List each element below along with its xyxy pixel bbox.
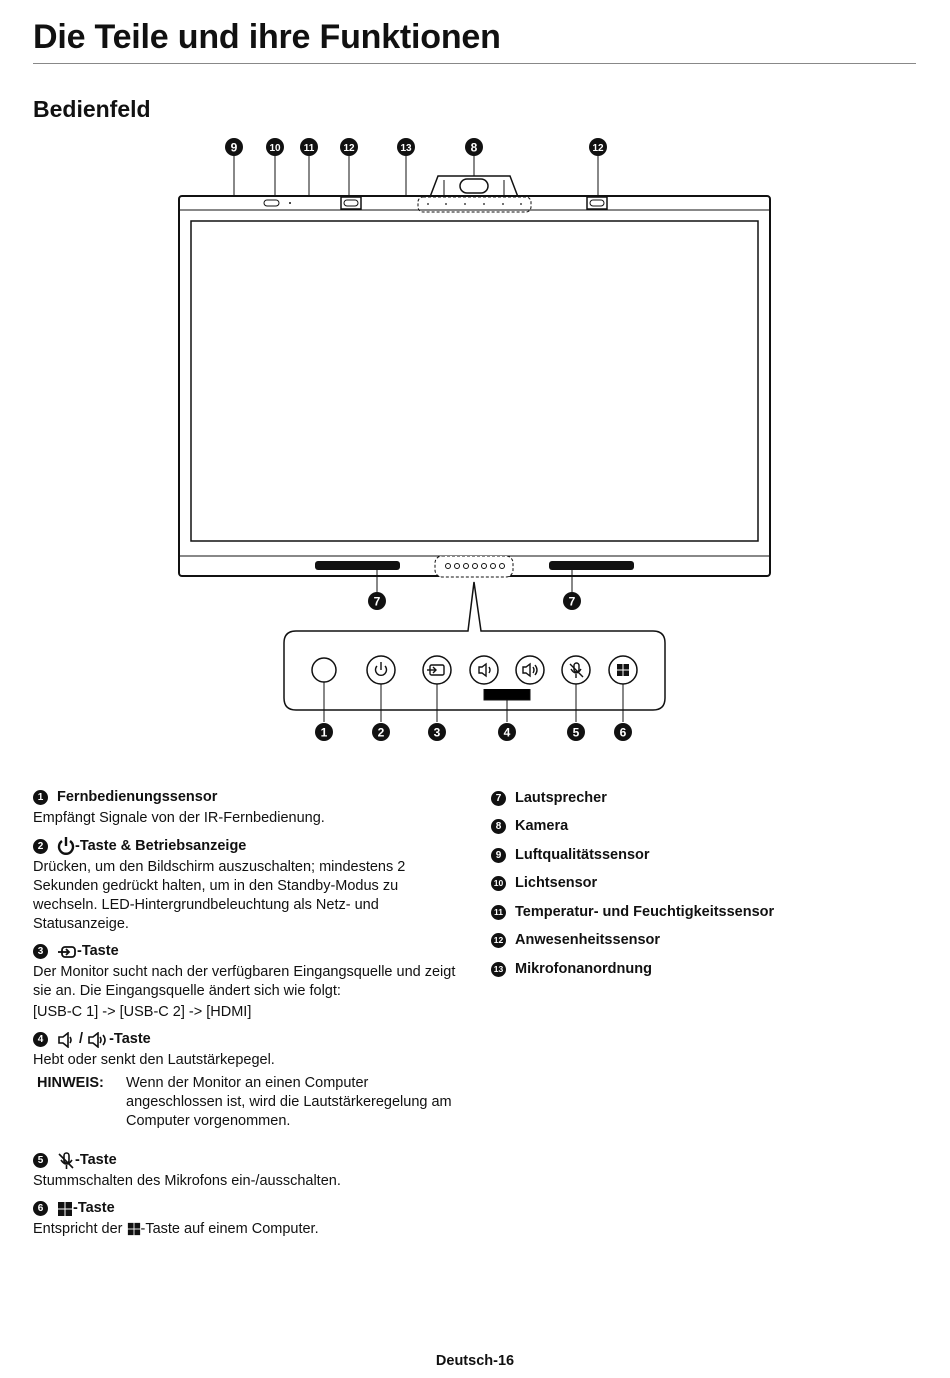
mic-mute-icon	[57, 1152, 75, 1170]
item-description: Empfängt Signale von der IR-Fernbedienung.	[33, 810, 325, 826]
section-title: Bedienfeld	[33, 96, 151, 122]
item-number: 3	[33, 944, 48, 959]
callout-2	[372, 723, 390, 741]
callout-12-right	[589, 138, 607, 156]
volume-up-icon	[87, 1032, 109, 1048]
callout-1	[315, 723, 333, 741]
page-footer: Deutsch-16	[435, 1353, 515, 1369]
callout-3	[428, 723, 446, 741]
item-number: 6	[33, 1201, 48, 1216]
callout-12-left	[340, 138, 358, 156]
item-description: Entspricht der -Taste auf einem Computer.	[33, 1221, 319, 1237]
item-title: -Taste	[73, 1200, 115, 1216]
callout-11	[300, 138, 318, 156]
volume-down-button-icon	[470, 656, 498, 684]
item-title: Fernbedienungssensor	[57, 789, 218, 805]
callout-6	[614, 723, 632, 741]
svg-text:3: 3	[433, 725, 441, 740]
monitor-body	[179, 176, 770, 577]
page-title: Die Teile und ihre Funktionen	[33, 18, 501, 56]
note-label: HINWEIS:	[37, 1075, 104, 1091]
svg-text:13: 13	[400, 143, 412, 154]
item-number: 2	[33, 839, 48, 854]
item-description: Der Monitor sucht nach der verfügbaren Eingangsquelle und zeigt sie an. Die Eingangsquelle ändert sich wie folgt:	[33, 964, 456, 999]
svg-text:6: 6	[619, 725, 627, 740]
speaker-left-icon	[315, 561, 400, 570]
svg-text:2: 2	[377, 725, 385, 740]
windows-button-icon	[609, 656, 637, 684]
item-9: 9 Luftqualitätssensor	[491, 845, 911, 865]
svg-text:8: 8	[470, 140, 478, 155]
item-2	[33, 836, 463, 934]
svg-text:10: 10	[269, 143, 281, 154]
item-title: -Taste	[75, 1152, 117, 1168]
svg-text:7: 7	[568, 594, 576, 609]
descriptions-right	[491, 788, 911, 988]
light-sensor-icon	[264, 200, 279, 206]
input-icon	[57, 945, 77, 959]
item-number: 1	[33, 790, 48, 805]
item-number: 5	[33, 1153, 48, 1168]
descriptions-left	[33, 788, 463, 1247]
callout-7-right	[563, 592, 581, 610]
callout-10	[266, 138, 284, 156]
input-sequence: [USB-C 1] -> [USB-C 2] -> [HDMI]	[33, 1004, 252, 1020]
item-5	[33, 1151, 463, 1191]
speaker-right-icon	[549, 561, 634, 570]
item-6	[33, 1199, 463, 1239]
item-13: 13 Mikrofonanordnung	[491, 959, 911, 979]
item-description: Stummschalten des Mikrofons ein-/ausschalten.	[33, 1173, 341, 1189]
svg-text:12: 12	[592, 143, 604, 154]
control-panel-detail	[284, 582, 665, 710]
item-7: 7 Lautsprecher	[491, 788, 911, 808]
item-12: 12 Anwesenheitssensor	[491, 931, 911, 951]
windows-icon	[57, 1201, 73, 1217]
item-description: Hebt oder senkt den Lautstärkepegel.	[33, 1052, 275, 1068]
screen	[191, 221, 758, 541]
windows-icon	[127, 1222, 141, 1236]
svg-text:7: 7	[373, 594, 381, 609]
svg-text:1: 1	[320, 725, 328, 740]
power-icon	[57, 836, 75, 856]
callout-13	[397, 138, 415, 156]
note-text: Wenn der Monitor an einen Computer angeschlossen ist, wird die Lautstärkeregelung am Computer vorgenommen.	[126, 1075, 452, 1129]
item-10: 10 Lichtsensor	[491, 874, 911, 894]
item-11: 11 Temperatur- und Feuchtigkeitssensor	[491, 902, 911, 922]
item-description: Drücken, um den Bildschirm auszuschalten; mindestens 2 Sekunden gedrückt halten, um in den Standby-Modus zu wechseln. LED-Hintergrundbeleuchtung als Netz- und Statusanzeige.	[33, 859, 406, 932]
callout-9	[225, 138, 243, 156]
svg-text:11: 11	[303, 143, 315, 154]
camera-lens-icon	[460, 179, 488, 193]
callout-4	[498, 723, 516, 741]
item-title: -Taste & Betriebsanzeige	[75, 837, 247, 854]
callout-8	[465, 138, 483, 156]
remote-sensor-icon	[312, 658, 336, 682]
item-title: -Taste	[109, 1031, 151, 1047]
item-title: -Taste	[77, 943, 119, 959]
callout-7-left	[368, 592, 386, 610]
volume-down-icon	[57, 1032, 75, 1048]
callout-5	[567, 723, 585, 741]
item-1	[33, 788, 463, 828]
item-8: 8 Kamera	[491, 817, 911, 837]
monitor-diagram	[0, 130, 950, 750]
item-number: 4	[33, 1032, 48, 1047]
svg-text:12: 12	[343, 143, 355, 154]
item-4	[33, 1030, 463, 1131]
title-divider	[33, 63, 916, 64]
svg-text:9: 9	[230, 140, 238, 155]
item-3	[33, 942, 463, 1022]
item-title-separator: /	[75, 1031, 88, 1047]
svg-text:4: 4	[503, 725, 511, 740]
svg-text:5: 5	[572, 725, 580, 740]
note	[37, 1074, 463, 1131]
